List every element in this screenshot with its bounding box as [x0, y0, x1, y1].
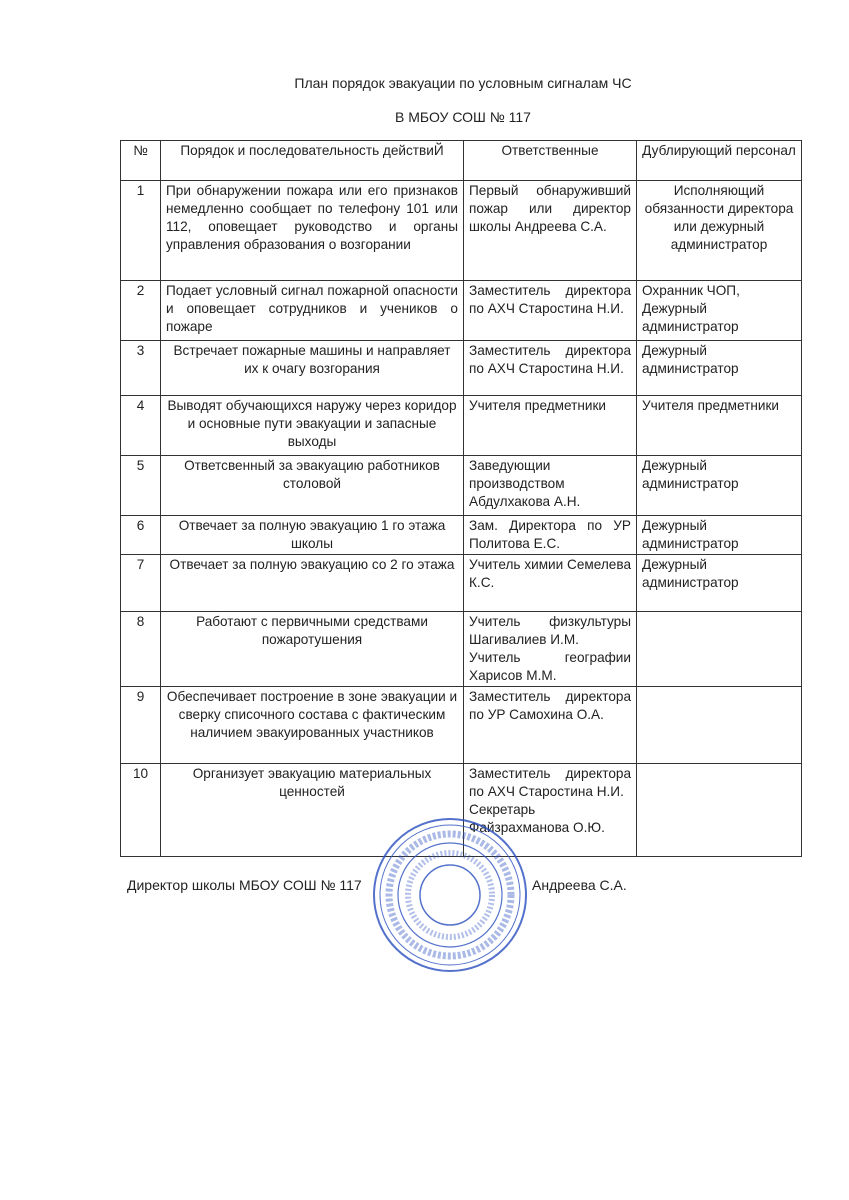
- table-row: [121, 687, 802, 764]
- responsible-person: Зам. Директора по УР Политова Е.С.: [469, 518, 631, 551]
- row-number: 6: [121, 516, 161, 555]
- responsible-person: Заместитель директора по АХЧ Старостина Н.И.: [469, 283, 631, 316]
- row-duplicate: Дежурный администратор: [637, 456, 802, 516]
- table-row: [121, 396, 802, 456]
- table-row: [121, 612, 802, 687]
- responsible-person: Заместитель директора по АХЧ Старостина Н.И.: [469, 766, 631, 799]
- school-stamp: [370, 815, 530, 975]
- table-row: [121, 555, 802, 612]
- responsible-person: Первый обнаруживший пожар или директор школы Андреева С.А.: [469, 183, 631, 234]
- row-duplicate: Дежурный администратор: [637, 516, 802, 555]
- responsible-person: Заместитель директора по УР Самохина О.А.: [469, 689, 631, 722]
- row-duplicate: [637, 612, 802, 687]
- row-duplicate: Дежурный администратор: [637, 555, 802, 612]
- row-number: 4: [121, 396, 161, 456]
- row-action: Отвечает за полную эвакуацию 1 го этажа школы: [161, 516, 464, 555]
- row-duplicate: Дежурный администратор: [637, 341, 802, 396]
- row-duplicate: Учителя предметники: [637, 396, 802, 456]
- row-duplicate: [637, 764, 802, 857]
- responsible-person: Учитель географии Харисов М.М.: [469, 650, 631, 683]
- row-number: 2: [121, 281, 161, 341]
- table-row: [121, 516, 802, 555]
- table-header-row: [121, 141, 802, 181]
- row-action: Ответсвенный за эвакуацию работников столовой: [161, 456, 464, 516]
- header-responsible: Ответственные: [464, 141, 637, 181]
- responsible-person: Заместитель директора по АХЧ Старостина Н.И.: [469, 343, 631, 376]
- responsible-person: Учитель физкультуры Шагивалиев И.М.: [469, 614, 631, 647]
- row-number: 8: [121, 612, 161, 687]
- row-number: 9: [121, 687, 161, 764]
- row-action: Подает условный сигнал пожарной опасности и оповещает сотрудников и учеников о пожаре: [161, 281, 464, 341]
- row-responsible: [464, 396, 637, 456]
- evacuation-table: [120, 140, 802, 857]
- document-title: План порядок эвакуации по условным сигналам ЧС: [294, 75, 632, 91]
- responsible-person: Секретарь Файзрахманова О.Ю.: [469, 802, 605, 835]
- header-action: Порядок и последовательность действиЙ: [161, 141, 464, 181]
- row-action: При обнаружении пожара или его признаков немедленно сообщает по телефону 101 или 112, оповещает руководство и органы управления образования о возгорании: [161, 181, 464, 281]
- document-subtitle: В МБОУ СОШ № 117: [395, 109, 531, 125]
- row-action: Отвечает за полную эвакуацию со 2 го этажа: [161, 555, 464, 612]
- row-responsible: [464, 281, 637, 341]
- responsible-person: Заведующии производством Абдулхакова А.Н.: [469, 458, 581, 509]
- responsible-person: Учитель химии Семелева К.С.: [469, 557, 631, 590]
- header-num: №: [121, 141, 161, 181]
- row-responsible: [464, 181, 637, 281]
- header-duplicate: Дублирующий персонал: [637, 141, 802, 181]
- row-action: Работают с первичными средствами пожаротушения: [161, 612, 464, 687]
- row-action: Обеспечивает построение в зоне эвакуации и сверку списочного состава с фактическим наличием эвакуированных участников: [161, 687, 464, 764]
- row-number: 10: [121, 764, 161, 857]
- row-duplicate: [637, 687, 802, 764]
- table-row: [121, 341, 802, 396]
- signature-name: Андреева С.А.: [532, 877, 627, 893]
- row-responsible: [464, 516, 637, 555]
- row-action: Выводят обучающихся наружу через коридор и основные пути эвакуации и запасные выходы: [161, 396, 464, 456]
- table-row: [121, 281, 802, 341]
- row-action: Организует эвакуацию материальных ценностей: [161, 764, 464, 857]
- row-duplicate: Исполняющий обязанности директора или дежурный администратор: [637, 181, 802, 281]
- row-responsible: [464, 456, 637, 516]
- row-number: 7: [121, 555, 161, 612]
- row-number: 5: [121, 456, 161, 516]
- row-number: 1: [121, 181, 161, 281]
- row-responsible: [464, 612, 637, 687]
- signature-label: Директор школы МБОУ СОШ № 117: [127, 877, 362, 893]
- row-duplicate: Охранник ЧОП, Дежурный администратор: [637, 281, 802, 341]
- row-responsible: [464, 687, 637, 764]
- row-responsible: [464, 341, 637, 396]
- table-row: [121, 456, 802, 516]
- row-action: Встречает пожарные машины и направляет их к очагу возгорания: [161, 341, 464, 396]
- row-number: 3: [121, 341, 161, 396]
- responsible-person: Учителя предметники: [469, 398, 606, 413]
- row-responsible: [464, 555, 637, 612]
- table-row: [121, 181, 802, 281]
